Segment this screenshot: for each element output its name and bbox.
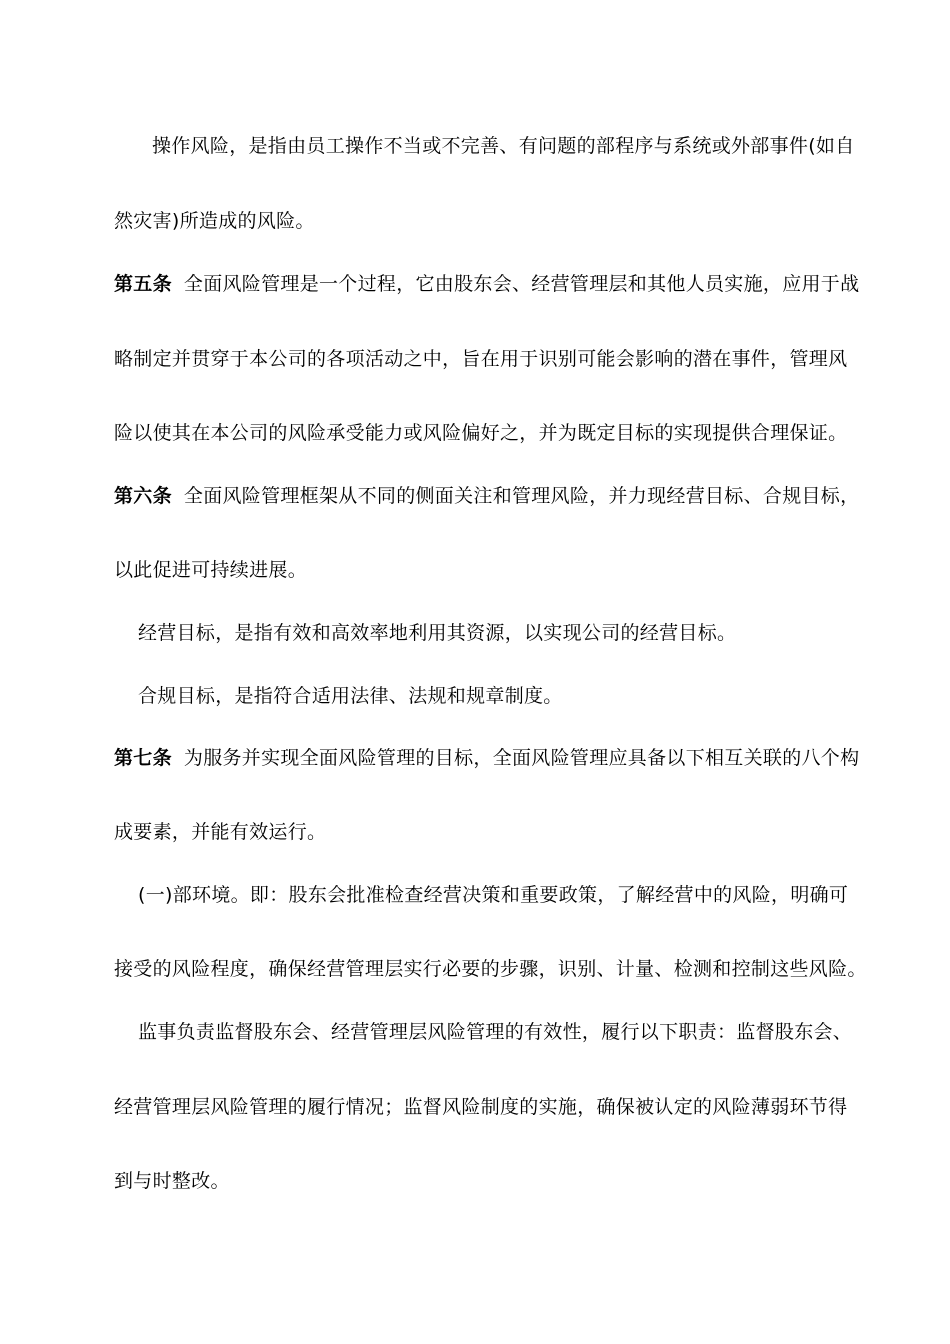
paragraph-line: 然灾害)所造成的风险。	[114, 210, 315, 232]
article-5-first-line	[114, 272, 859, 296]
paragraph-line: 合规目标，是指符合适用法律、法规和规章制度。	[138, 685, 563, 707]
paragraph-text: 全面风险管理是一个过程，它由股东会、经营管理层和其他人员实施，应用于战	[183, 273, 860, 295]
paragraph-line: 到与时整改。	[114, 1170, 230, 1192]
paragraph-line: 经营管理层风险管理的履行情况；监督风险制度的实施，确保被认定的风险薄弱环节得	[114, 1096, 848, 1118]
article-7-first-line	[114, 746, 859, 770]
paragraph-line: 成要素，并能有效运行。	[114, 821, 327, 843]
paragraph-line: 操作风险，是指由员工操作不当或不完善、有问题的部程序与系统或外部事件(如自	[152, 135, 855, 157]
paragraph-text: 全面风险管理框架从不同的侧面关注和管理风险，并力现经营目标、合规目标，	[183, 485, 860, 507]
paragraph-line: 经营目标，是指有效和高效率地利用其资源，以实现公司的经营目标。	[138, 622, 737, 644]
paragraph-line: 略制定并贯穿于本公司的各项活动之中，旨在用于识别可能会影响的潜在事件，管理风	[114, 348, 848, 370]
article-7-label: 第七条	[114, 747, 172, 769]
paragraph-text: 为服务并实现全面风险管理的目标，全面风险管理应具备以下相互关联的八个构	[183, 747, 860, 769]
paragraph-line: (一)部环境。即：股东会批准检查经营决策和重要政策，了解经营中的风险，明确可	[138, 884, 849, 906]
paragraph-line: 接受的风险程度，确保经营管理层实行必要的步骤，识别、计量、检测和控制这些风险。	[114, 958, 867, 980]
article-6-label: 第六条	[114, 485, 172, 507]
paragraph-line: 监事负责监督股东会、经营管理层风险管理的有效性，履行以下职责：监督股东会、	[138, 1021, 853, 1043]
paragraph-line: 险以使其在本公司的风险承受能力或风险偏好之，并为既定目标的实现提供合理保证。	[114, 422, 848, 444]
article-6-first-line	[114, 484, 859, 508]
paragraph-line: 以此促进可持续进展。	[114, 559, 308, 581]
article-5-label: 第五条	[114, 273, 172, 295]
